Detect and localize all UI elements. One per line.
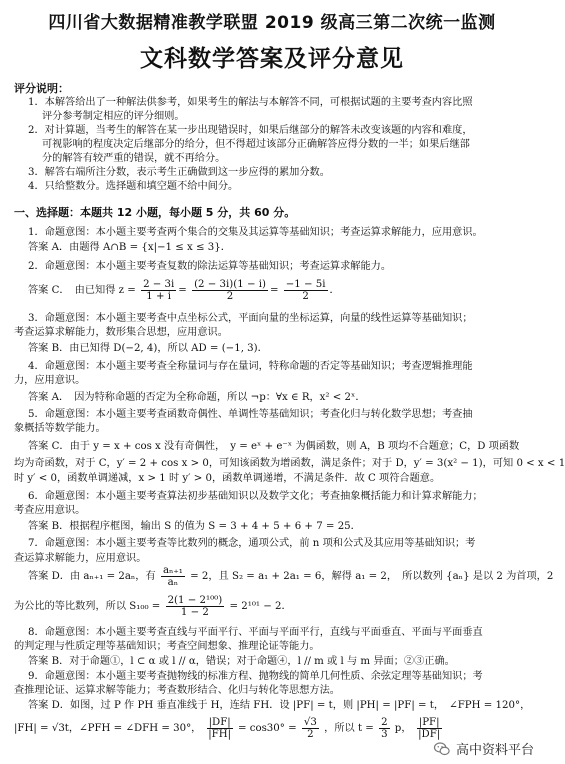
q1-intent: 1．命题意图：本小题主要考查两个集合的交集及其运算等基础知识；考查运算求解能力，应用意识。 [28, 227, 483, 238]
q2-intent: 2．命题意图：本小题主要考查复数的除法运算等基础知识；考查运算求解能力。 [28, 261, 392, 272]
q7-ratio-fraction: $\frac{\text{aₙ₊₁}}{\text{aₙ}}$ [162, 564, 183, 588]
q7-intent-line-2: 查运算求解能力，应用意识。 [14, 553, 147, 564]
q6-answer: 答案 B．根据程序框图，输出 S 的值为 S = 3 + 4 + 5 + 6 + 7 = 25． [28, 521, 361, 532]
q9-intent-line-2: 查推理论证、运算求解等能力；考查数形结合、化归与转化等思想方法。 [14, 685, 340, 696]
q9-text-1: |FH| = √3t，∠PFH = ∠DFH = 30°， [14, 723, 202, 734]
q6-intent-line-1: 6．命题意图：本小题主要考查算法初步基础知识以及数学文化；考查抽象概括能力和计算求解能力； [28, 491, 483, 502]
q7-intent-line-1: 7．命题意图：本小题主要考查等比数列的概念，通项公式，前 n 项和公式及其应用等基础知识；考 [28, 538, 476, 549]
q4-answer: 答案 A． 因为特称命题的否定为全称命题，所以 ¬p：∀x ∈ R，x² < 2ˣ． [28, 392, 366, 403]
q9-fraction-sqrt3: $\frac{√3}{2}$ [303, 716, 317, 740]
q5-answer-line-3: 时 y′ < 0，函数单调递减，x > 1 时 y′ > 0，函数单调递增，不满足条件．故 C 项符合题意。 [14, 473, 441, 484]
exam-title: 四川省大数据精准教学联盟 2019 级高三第二次统一监测 [48, 13, 496, 33]
q9-fraction-df-fh: $\frac{|DF|}{|FH|}$ [208, 716, 232, 740]
q8-intent-line-1: 8．命题意图：本小题主要考查直线与平面平行、平面与平面平行，直线与平面垂直、平面与平面垂直 [28, 627, 483, 638]
q9-intent-line-1: 9．命题意图：本小题主要考查抛物线的标准方程、抛物线的简单几何性质、余弦定理等基础知识；考 [28, 671, 483, 682]
q9-text-3: ，所以 t = [324, 723, 374, 734]
q3-intent-line-1: 3．命题意图：本小题主要考查中点坐标公式，平面向量的坐标运算，向量的线性运算等基础知识； [28, 313, 473, 324]
q5-intent-line-1: 5．命题意图：本小题主要考查函数奇偶性、单调性等基础知识；考查化归与转化数学思想；考查抽 [28, 409, 473, 420]
rule-2-line-2: 可视影响的程度决定后继部分的给分，但不得超过该部分正确解答应得分数的一半；如果后继部 [42, 139, 470, 150]
rule-2-line-3: 分的解答有较严重的错误，就不再给分。 [42, 153, 226, 164]
q8-answer: 答案 B．对于命题①，l ⊂ α 或 l // α，错误；对于命题④，l // m 或 l 与 m 异面；②③正确。 [28, 656, 455, 667]
q4-intent-line-1: 4．命题意图：本小题主要考查全称量词与存在量词，特称命题的否定等基础知识；考查逻辑推理能 [28, 361, 473, 372]
q7-answer-text: 答案 D．由 aₙ₊₁ = 2aₙ，有 [28, 571, 156, 582]
q7-answer-line-2 [14, 594, 534, 620]
q5-answer-line-2: 均为奇函数，对于 C，y′ = 2 + cos x > 0，可知该函数为增函数，满足条件；对于 D，y′ = 3(x² − 1)，可知 0 < x < 1 [14, 458, 565, 469]
rule-1-line-2: 评分参考制定相应的评分细则。 [42, 111, 185, 122]
q2-fraction-1: $\frac{2 - 3i}{1 + i}$ [143, 278, 175, 302]
q5-answer-line-1: 答案 C．由于 y = x + cos x 没有奇偶性， y = eˣ + e⁻ˣ 为偶函数，则 A，B 项均不合题意；C，D 项函数 [28, 441, 520, 452]
q5-intent-line-2: 象概括等数学能力。 [14, 423, 106, 434]
q6-intent-line-2: 考查应用意识。 [14, 505, 86, 516]
rule-3: 3．解答右端所注分数，表示考生正确做到这一步应得的累加分数。 [28, 167, 330, 178]
q9-text-4: p， [394, 723, 412, 734]
q9-fraction-2-3: $\frac{2}{3}$ [381, 716, 388, 740]
watermark-text: 高中资料平台 [455, 743, 534, 758]
wechat-icon [433, 740, 451, 758]
q7-answer-line-1 [28, 564, 554, 590]
section-1-heading: 一、选择题：本题共 12 小题，每小题 5 分，共 60 分。 [14, 206, 296, 219]
q3-intent-line-2: 考查运算求解能力，数形集合思想，应用意识。 [14, 327, 228, 338]
q9-answer-line-1: 答案 D．如图，过 P 作 PH 垂直准线于 H，连结 FH．设 |PF| = t，则 |PH| = |PF| = t， ∠FPH = 120°， [28, 700, 531, 711]
q2-answer: 答案 C． 由已知得 z = $\frac{2 - 3i}{1 + i}$ = $\frac{(2 - 3i)(1 - i)}{2}$ = $\frac{-1 - 5i}{2}$ ． [28, 278, 340, 302]
rule-4: 4．只给整数分。选择题和填空题不给中间分。 [28, 181, 239, 192]
q7-sum-result: = 2¹⁰¹ − 2． [229, 601, 292, 612]
rule-2-line-1: 2．对计算题，当考生的解答在某一步出现错误时，如果后继部分的解答未改变该题的内容和难度， [28, 125, 473, 136]
q4-intent-line-2: 力，应用意识。 [14, 375, 86, 386]
q7-sum-fraction: $\frac{\text{2(1 − 2¹⁰⁰)}}{1 - 2}$ [167, 594, 223, 618]
scoring-notes-heading: 评分说明： [14, 82, 69, 95]
q1-answer: 答案 A．由题得 A∩B = {x|−1 ≤ x ≤ 3}． [28, 242, 231, 253]
watermark [433, 739, 534, 758]
q9-text-2: = cos30° = [237, 723, 297, 734]
q9-fraction-pf-df: $\frac{|PF|}{|DF|}$ [418, 716, 441, 740]
q9-answer-line-2 [14, 716, 441, 742]
q2-fraction-2: $\frac{(2 - 3i)(1 - i)}{2}$ [194, 278, 266, 302]
q2-fraction-3: $\frac{-1 - 5i}{2}$ [285, 278, 326, 302]
q8-intent-line-2: 的判定理与性质定理等基础知识；考查空间想象、推理论证等能力。 [14, 641, 320, 652]
q2-answer-text: 答案 C． 由已知得 z = [28, 285, 136, 296]
q3-answer: 答案 B．由已知得 D(−2, 4)，所以 AD = (−1, 3)． [28, 343, 268, 354]
q7-answer-text-2: = 2，且 S₂ = a₁ + 2a₁ = 6，解得 a₁ = 2， 所以数列 {aₙ} 是以 2 为首项，2 [190, 571, 554, 582]
document-subtitle: 文科数学答案及评分意见 [140, 46, 404, 72]
rule-1-line-1: 1．本解答给出了一种解法供参考，如果考生的解法与本解答不同，可根据试题的主要考查内容比照 [28, 97, 473, 108]
q7-sum-text: 为公比的等比数列，所以 S₁₀₀ = [14, 601, 161, 612]
